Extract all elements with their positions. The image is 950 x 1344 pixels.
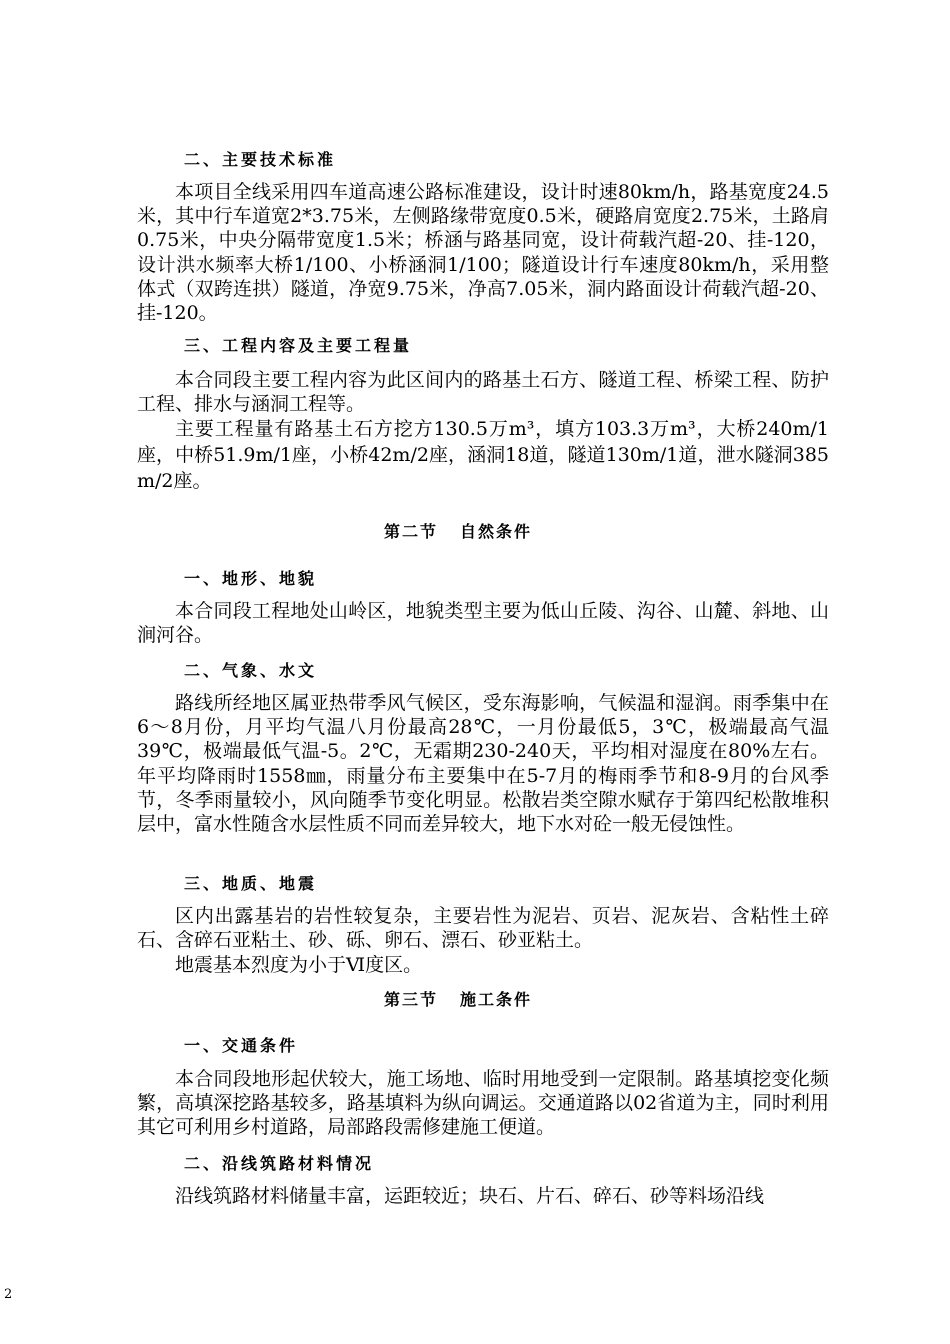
paragraph-technical-standards: 本项目全线采用四车道高速公路标准建设，设计时速80km/h，路基宽度24.5米，其中行车道宽2*3.75米，左侧路缘带宽度0.5米，硬路肩宽度2.75米，土路肩0.75米，中央分隔带宽度1.5米；桥涵与路基同宽，设计荷载汽超-20、挂-120，设计洪水频率大桥1/100、小桥涵洞1/100；隧道设计行车速度80km/h，采用整体式（双跨连拱）隧道，净宽9.75米，净高7.05米，洞内路面设计荷载汽超-20、挂-120。 (137, 181, 829, 325)
heading-technical-standards: 二、主要技术标准 (184, 150, 337, 169)
section-3-name: 施工条件 (460, 990, 533, 1009)
heading-traffic: 一、交通条件 (184, 1036, 299, 1055)
heading-materials: 二、沿线筑路材料情况 (184, 1154, 375, 1173)
section-2-title (384, 521, 532, 543)
heading-climate: 二、气象、水文 (184, 661, 318, 680)
section-3-title (384, 989, 532, 1011)
paragraph-work-quantities: 主要工程量有路基土石方挖方130.5万m³，填方103.3万m³，大桥240m/1座，中桥51.9m/1座，小桥42m/2座，涵洞18道，隧道130m/1道，泄水隧洞385 m/2座。 (137, 418, 829, 492)
paragraph-work-content: 本合同段主要工程内容为此区间内的路基土石方、隧道工程、桥梁工程、防护工程、排水与涵洞工程等。 (137, 369, 829, 416)
section-3-number: 第三节 (384, 990, 439, 1009)
paragraph-traffic: 本合同段地形起伏较大，施工场地、临时用地受到一定限制。路基填挖变化频繁，高填深挖路基较多，路基填料为纵向调运。交通道路以02省道为主，同时利用其它可利用乡村道路，局部路段需修建施工便道。 (137, 1068, 829, 1139)
paragraph-earthquake: 地震基本烈度为小于Ⅵ度区。 (175, 954, 423, 976)
heading-work-content: 三、工程内容及主要工程量 (184, 336, 413, 355)
heading-geology: 三、地质、地震 (184, 874, 318, 893)
paragraph-terrain: 本合同段工程地处山岭区，地貌类型主要为低山丘陵、沟谷、山麓、斜地、山涧河谷。 (137, 600, 829, 647)
paragraph-materials: 沿线筑路材料储量丰富，运距较近；块石、片石、碎石、砂等料场沿线 (175, 1185, 765, 1207)
paragraph-climate: 路线所经地区属亚热带季风气候区，受东海影响，气候温和湿润。雨季集中在6～8月份，月平均气温八月份最高28℃，一月份最低5，3℃，极端最高气温39℃，极端最低气温-5。2℃，无霜期230-240天，平均相对湿度在80%左右。年平均降雨时1558㎜，雨量分布主要集中在5-7月的梅雨季节和8-9月的台风季节，冬季雨量较小，风向随季节变化明显。松散岩类空隙水赋存于第四纪松散堆积层中，富水性随含水层性质不同而差异较大，地下水对砼一般无侵蚀性。 (137, 692, 829, 836)
section-2-name: 自然条件 (460, 522, 533, 541)
paragraph-geology: 区内出露基岩的岩性较复杂，主要岩性为泥岩、页岩、泥灰岩、含粘性土碎石、含碎石亚粘土、砂、砾、卵石、漂石、砂亚粘土。 (137, 905, 829, 952)
heading-terrain: 一、地形、地貌 (184, 569, 318, 588)
page-number: 2 (4, 1287, 13, 1302)
section-2-number: 第二节 (384, 522, 439, 541)
